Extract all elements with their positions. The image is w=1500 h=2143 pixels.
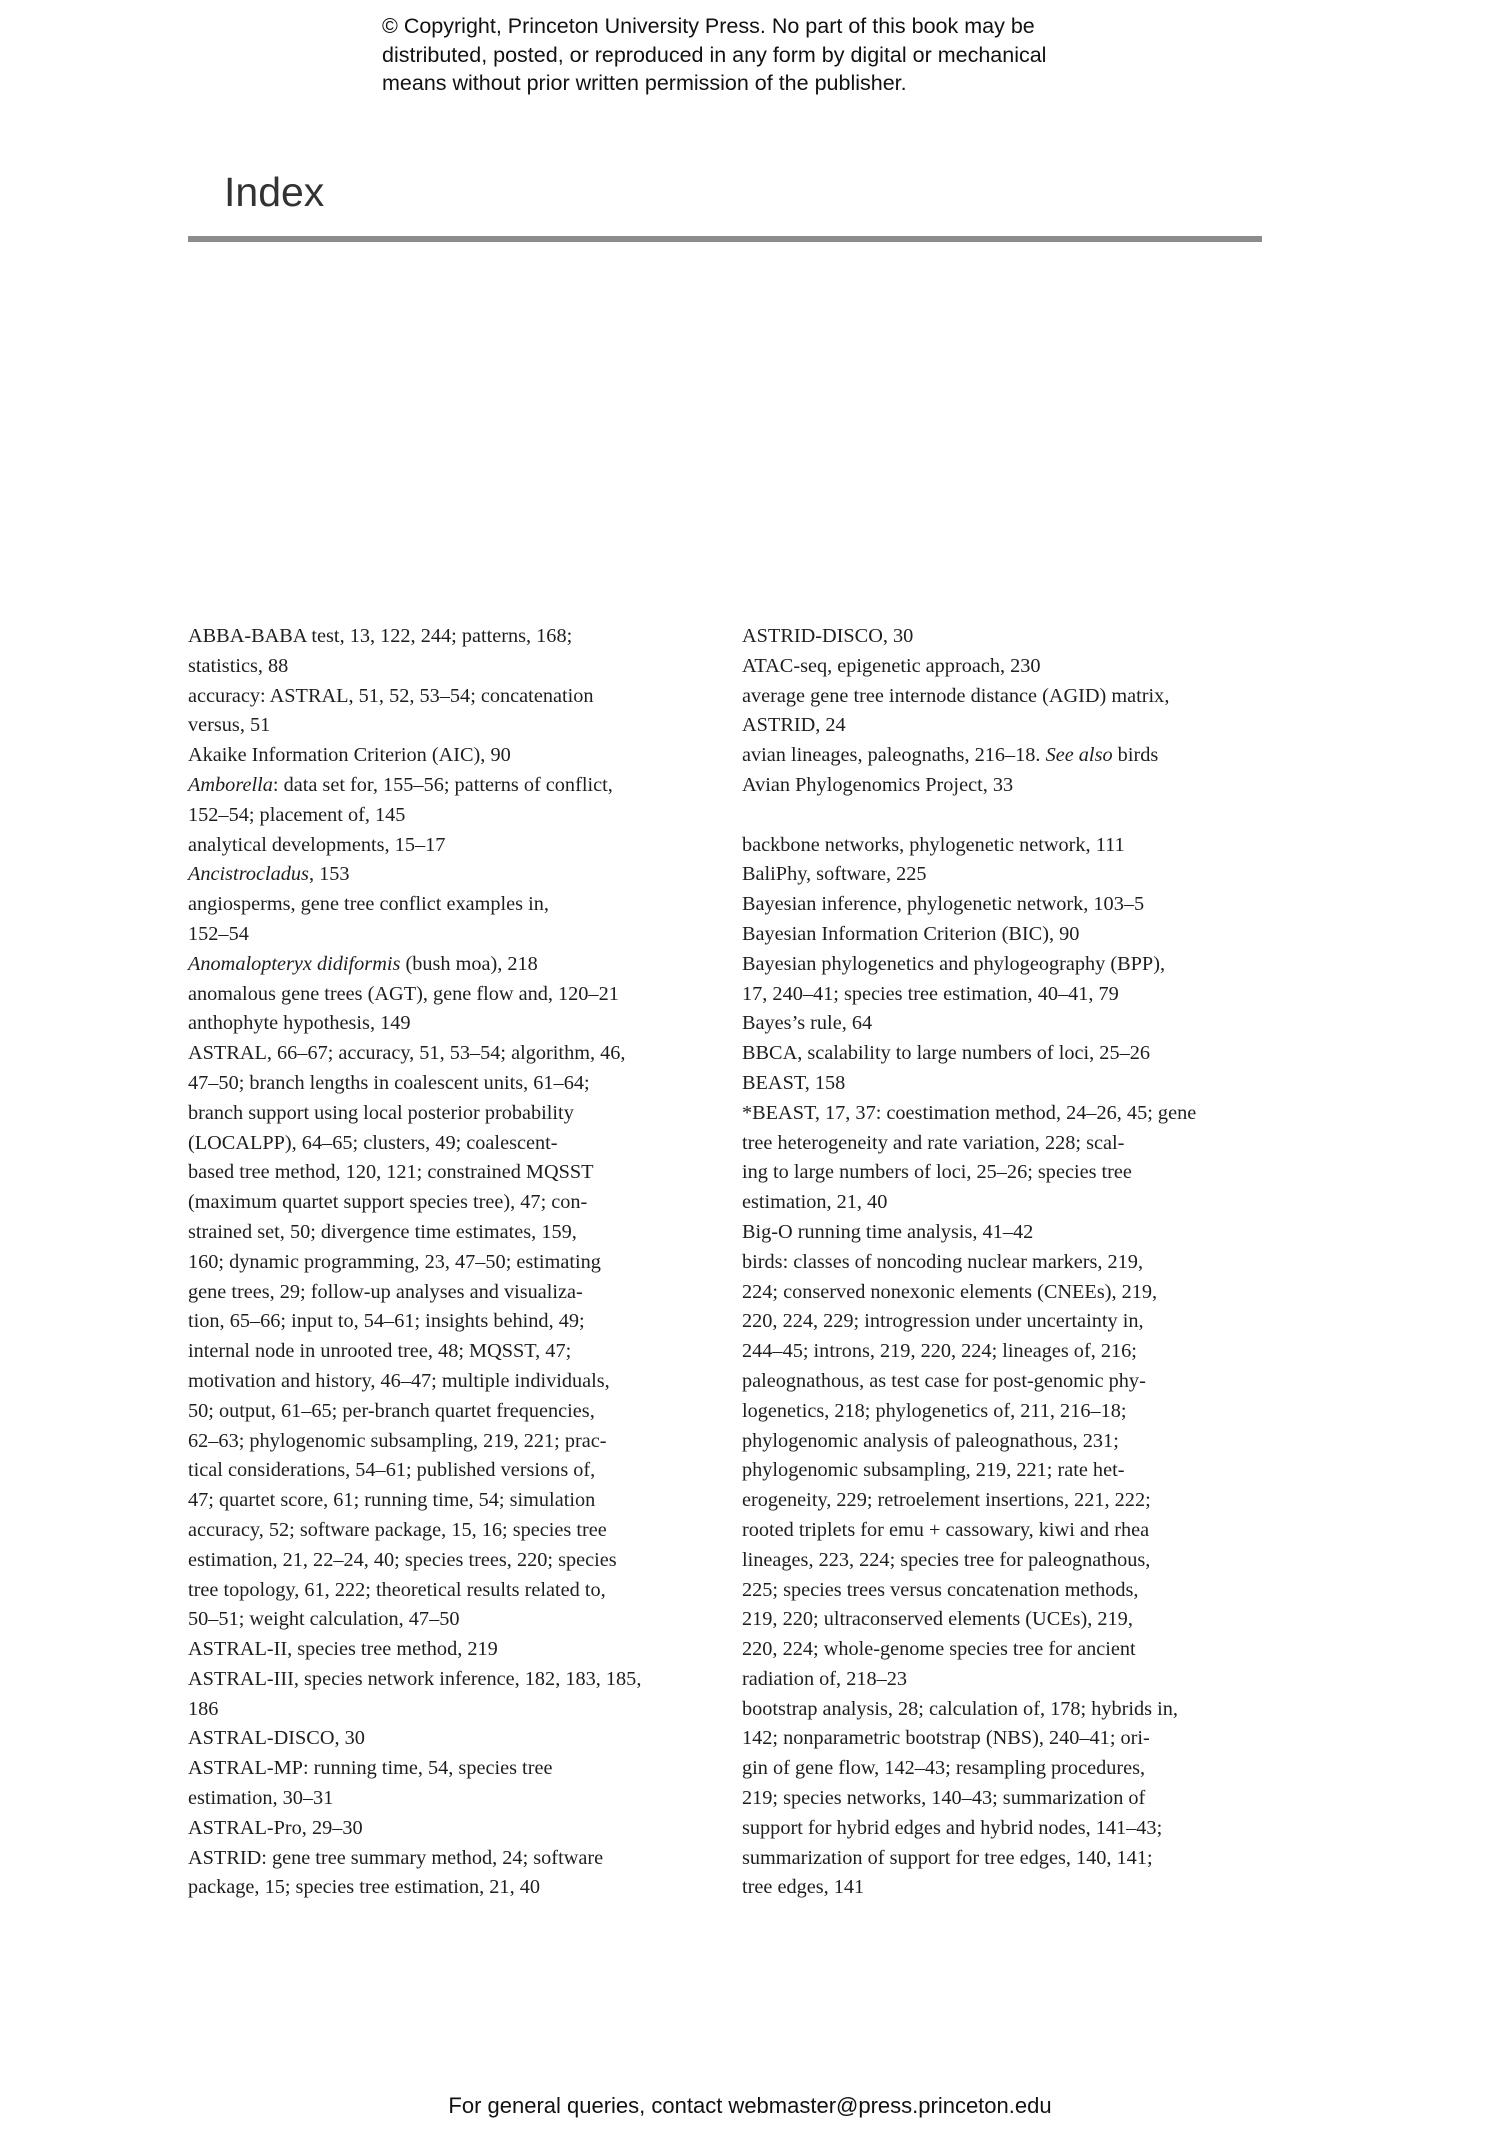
index-entry-line: 17, 240–41; species tree estimation, 40–41, 79 [742, 982, 1119, 1005]
index-entry [742, 1009, 1282, 1039]
index-entry [742, 860, 1282, 890]
index-entry-line: (maximum quartet support species tree), 47; con- [188, 1191, 588, 1214]
index-entry-line: accuracy: ASTRAL, 51, 52, 53–54; concatenation [188, 684, 594, 707]
index-entry-line: Bayesian phylogenetics and phylogeography (BPP), [742, 952, 1166, 975]
index-entry-line: strained set, 50; divergence time estimates, 159, [188, 1220, 577, 1243]
index-entry-line: ASTRAL-Pro, 29–30 [188, 1816, 363, 1839]
index-entry-line: backbone networks, phylogenetic network, 111 [742, 833, 1125, 856]
index-entry-line: tical considerations, 54–61; published versions of, [188, 1459, 596, 1482]
index-entry-line: estimation, 21, 22–24, 40; species trees, 220; species [188, 1548, 617, 1571]
index-entry-line: 152–54 [188, 922, 249, 945]
index-entry-line: ASTRID: gene tree summary method, 24; software [188, 1846, 604, 1869]
index-entry-line: average gene tree internode distance (AGID) matrix, [742, 684, 1170, 707]
index-entry [742, 652, 1282, 682]
index-entry-line: logenetics, 218; phylogenetics of, 211, 216–18; [742, 1399, 1127, 1422]
index-entry-line: estimation, 21, 40 [742, 1191, 888, 1214]
index-entry-line: statistics, 88 [188, 654, 289, 677]
copyright-line: distributed, posted, or reproduced in any form by digital or mechanical [382, 42, 1047, 67]
index-entry-line: package, 15; species tree estimation, 21, 40 [188, 1876, 540, 1899]
index-entry-line: 219; species networks, 140–43; summarization of [742, 1787, 1146, 1810]
index-entry [742, 741, 1282, 771]
index-entry [188, 1754, 718, 1814]
index-entry-line: Bayes’s rule, 64 [742, 1012, 873, 1035]
index-entry-line: *BEAST, 17, 37: coestimation method, 24–26, 45; gene [742, 1101, 1197, 1124]
index-entry [188, 622, 718, 682]
index-entry-line: BaliPhy, software, 225 [742, 863, 927, 886]
index-entry [742, 920, 1282, 950]
index-entry-line: phylogenomic subsampling, 219, 221; rate het- [742, 1459, 1125, 1482]
index-entry-line: 47; quartet score, 61; running time, 54; simulation [188, 1489, 596, 1512]
index-entry [188, 1665, 718, 1725]
index-entry [742, 890, 1282, 920]
footer-contact [0, 2093, 1500, 2119]
index-entry-line: Avian Phylogenomics Project, 33 [742, 773, 1014, 796]
copyright-notice [382, 12, 1162, 98]
index-entry [188, 1009, 718, 1039]
index-entry [188, 1635, 718, 1665]
index-entry [742, 1039, 1282, 1069]
index-entry-line: versus, 51 [188, 714, 271, 737]
index-entry-line: ing to large numbers of loci, 25–26; species tree [742, 1161, 1132, 1184]
index-entry-line: branch support using local posterior probability [188, 1101, 574, 1124]
index-entry-line: 225; species trees versus concatenation methods, [742, 1578, 1139, 1601]
index-entry [742, 1248, 1282, 1695]
index-entry [742, 771, 1282, 801]
index-entry-line: analytical developments, 15–17 [188, 833, 446, 856]
index-entry-line: phylogenomic analysis of paleognathous, 231; [742, 1429, 1119, 1452]
index-entry-line: ASTRAL, 66–67; accuracy, 51, 53–54; algorithm, 46, [188, 1042, 626, 1065]
index-entry-line: 50–51; weight calculation, 47–50 [188, 1608, 460, 1631]
index-entry-line: Amborella: data set for, 155–56; patterns of conflict, [188, 773, 613, 796]
index-entry [188, 1724, 718, 1754]
index-entry-line: 220, 224, 229; introgression under uncertainty in, [742, 1310, 1144, 1333]
index-entry [742, 831, 1282, 861]
index-entry-line: ATAC-seq, epigenetic approach, 230 [742, 654, 1041, 677]
copyright-line: means without prior written permission of the publisher. [382, 71, 907, 95]
index-entry-line: 224; conserved nonexonic elements (CNEEs), 219, [742, 1280, 1158, 1303]
index-entry-line: Bayesian inference, phylogenetic network, 103–5 [742, 893, 1145, 916]
index-entry [188, 980, 718, 1010]
page-title: Index [224, 169, 325, 215]
index-entry-line: tree edges, 141 [742, 1876, 865, 1899]
index-entry-line: 50; output, 61–65; per-branch quartet frequencies, [188, 1399, 595, 1422]
index-entry [188, 860, 718, 890]
index-entry-line: ASTRID, 24 [742, 714, 846, 737]
index-entry-line: birds: classes of noncoding nuclear markers, 219, [742, 1250, 1144, 1273]
index-entry [188, 1844, 718, 1904]
index-entry-line: anthophyte hypothesis, 149 [188, 1012, 411, 1035]
index-entry-line: gin of gene flow, 142–43; resampling procedures, [742, 1757, 1146, 1780]
index-entry-line: Ancistrocladus, 153 [188, 863, 350, 886]
index-entry-line: 62–63; phylogenomic subsampling, 219, 221; prac- [188, 1429, 607, 1452]
index-column-left [188, 622, 718, 1903]
index-entry-line: based tree method, 120, 121; constrained MQSST [188, 1161, 594, 1184]
index-entry-line: ASTRAL-DISCO, 30 [188, 1727, 365, 1750]
index-entry-line: accuracy, 52; software package, 15, 16; species tree [188, 1518, 607, 1541]
index-entry-line: 186 [188, 1697, 219, 1720]
index-entry-line: rooted triplets for emu + cassowary, kiwi and rhea [742, 1518, 1150, 1541]
index-entry [188, 1039, 718, 1635]
index-entry-line: Big-O running time analysis, 41–42 [742, 1220, 1034, 1243]
index-entry-line: 160; dynamic programming, 23, 47–50; estimating [188, 1250, 601, 1273]
index-entry [188, 890, 718, 950]
index-entry [742, 1218, 1282, 1248]
letter-group-gap [742, 801, 1282, 831]
index-entry-line: (LOCALPP), 64–65; clusters, 49; coalescent- [188, 1131, 558, 1154]
index-entry [742, 622, 1282, 652]
index-entry [188, 682, 718, 742]
index-entry [742, 1695, 1282, 1904]
index-entry-line: ASTRID-DISCO, 30 [742, 625, 914, 647]
index-entry-line: ASTRAL-MP: running time, 54, species tree [188, 1757, 553, 1780]
index-entry-line: paleognathous, as test case for post-genomic phy- [742, 1369, 1146, 1392]
index-entry-line: lineages, 223, 224; species tree for paleognathous, [742, 1548, 1151, 1571]
index-entry [188, 1814, 718, 1844]
index-entry [742, 1099, 1282, 1218]
index-entry-line: gene trees, 29; follow-up analyses and visualiza- [188, 1280, 583, 1303]
index-entry [188, 831, 718, 861]
footer-text: For general queries, contact webmaster@press.princeton.edu [448, 2093, 1052, 2118]
index-entry-line: ASTRAL-III, species network inference, 182, 183, 185, [188, 1667, 642, 1690]
index-entry [742, 1069, 1282, 1099]
index-entry-line: 142; nonparametric bootstrap (NBS), 240–41; ori- [742, 1727, 1150, 1750]
copyright-line: © Copyright, Princeton University Press. No part of this book may be [382, 14, 1035, 38]
index-entry-line: tree topology, 61, 222; theoretical results related to, [188, 1578, 606, 1601]
index-entry-line: summarization of support for tree edges, 140, 141; [742, 1846, 1153, 1869]
index-entry-line: BEAST, 158 [742, 1071, 846, 1094]
index-entry-line: Bayesian Information Criterion (BIC), 90 [742, 922, 1080, 945]
index-column-right [742, 622, 1282, 1903]
index-entry-line: radiation of, 218–23 [742, 1667, 908, 1690]
title-rule [188, 236, 1262, 242]
index-entry [742, 950, 1282, 1010]
index-entry-line: tree heterogeneity and rate variation, 228; scal- [742, 1131, 1125, 1154]
index-entry [742, 682, 1282, 742]
index-entry-line: anomalous gene trees (AGT), gene flow and, 120–21 [188, 982, 619, 1005]
index-entry-line: angiosperms, gene tree conflict examples in, [188, 893, 549, 916]
index-entry-line: support for hybrid edges and hybrid nodes, 141–43; [742, 1816, 1163, 1839]
index-entry-line: Akaike Information Criterion (AIC), 90 [188, 744, 511, 767]
index-entry [188, 771, 718, 831]
index-entry-line: erogeneity, 229; retroelement insertions, 221, 222; [742, 1489, 1151, 1512]
index-entry [188, 741, 718, 771]
index-entry-line: avian lineages, paleognaths, 216–18. See also birds [742, 744, 1159, 767]
index-entry-line: 47–50; branch lengths in coalescent units, 61–64; [188, 1071, 590, 1094]
index-entry-line: estimation, 30–31 [188, 1787, 334, 1810]
index-entry-line: BBCA, scalability to large numbers of loci, 25–26 [742, 1042, 1151, 1065]
index-entry-line: ABBA-BABA test, 13, 122, 244; patterns, 168; [188, 625, 573, 647]
index-entry-line: 152–54; placement of, 145 [188, 803, 406, 826]
index-entry [188, 950, 718, 980]
index-entry-line: 244–45; introns, 219, 220, 224; lineages of, 216; [742, 1340, 1137, 1363]
index-entry-line: motivation and history, 46–47; multiple individuals, [188, 1369, 610, 1392]
index-entry-line: Anomalopteryx didiformis (bush moa), 218 [188, 952, 538, 975]
index-entry-line: 220, 224; whole-genome species tree for ancient [742, 1638, 1136, 1661]
index-entry-line: ASTRAL-II, species tree method, 219 [188, 1638, 498, 1661]
index-entry-line: 219, 220; ultraconserved elements (UCEs), 219, [742, 1608, 1133, 1631]
index-entry-line: internal node in unrooted tree, 48; MQSST, 47; [188, 1340, 572, 1363]
index-entry-line: tion, 65–66; input to, 54–61; insights behind, 49; [188, 1310, 585, 1333]
index-entry-line: bootstrap analysis, 28; calculation of, 178; hybrids in, [742, 1697, 1178, 1720]
